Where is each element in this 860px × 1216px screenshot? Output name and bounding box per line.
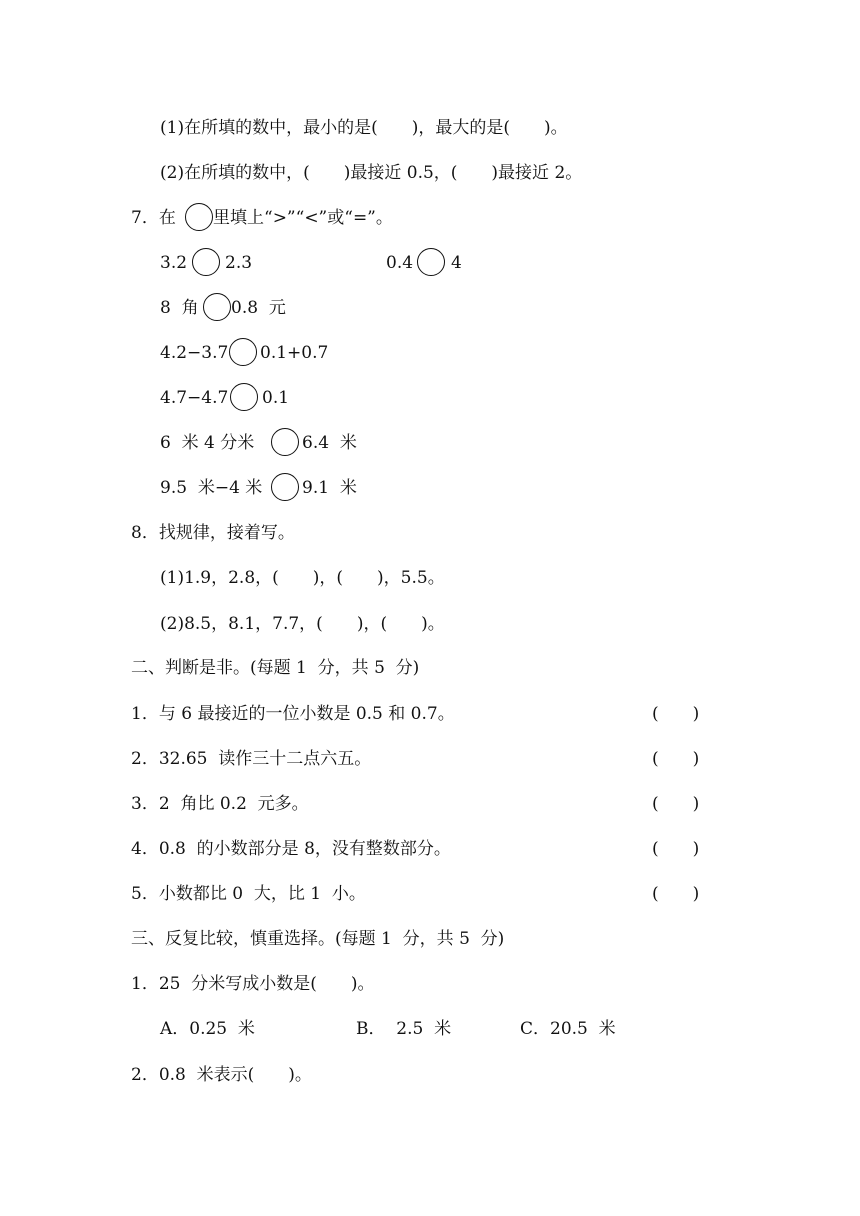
q6-sub2: (2)在所填的数中，( )最接近 0.5，( )最接近 2。 xyxy=(160,163,583,183)
judge-item-2: 2．32.65 读作三十二点六五。 xyxy=(131,749,372,769)
q7-item5-right: 0.1 xyxy=(262,388,290,408)
q7-item2-left: 0.4 xyxy=(386,253,414,273)
q7-item2-right: 4 xyxy=(451,253,462,273)
q8-sub2: (2)8.5，8.1，7.7，( )，( )。 xyxy=(160,614,445,634)
compare-circle[interactable] xyxy=(271,473,299,501)
q6-sub1: (1)在所填的数中，最小的是( )，最大的是( )。 xyxy=(160,118,568,138)
q7-item6-left: 6 米 4 分米 xyxy=(160,433,255,453)
compare-circle[interactable] xyxy=(229,338,257,366)
q7-item4-right: 0.1+0.7 xyxy=(260,343,329,363)
judge-item-4: 4．0.8 的小数部分是 8，没有整数部分。 xyxy=(131,839,451,859)
judge-bracket-5[interactable]: ( ) xyxy=(652,884,700,904)
q7-item5-left: 4.7−4.7 xyxy=(160,388,229,408)
choice-q1-option-c[interactable]: C．20.5 米 xyxy=(520,1019,616,1039)
judge-bracket-4[interactable]: ( ) xyxy=(652,839,700,859)
section3-title: 三、反复比较，慎重选择。(每题 1 分，共 5 分) xyxy=(131,929,505,949)
q7-item1-right: 2.3 xyxy=(225,253,253,273)
judge-bracket-1[interactable]: ( ) xyxy=(652,704,700,724)
judge-bracket-3[interactable]: ( ) xyxy=(652,794,700,814)
q7-item1-left: 3.2 xyxy=(160,253,188,273)
judge-item-1: 1．与 6 最接近的一位小数是 0.5 和 0.7。 xyxy=(131,704,455,724)
judge-bracket-2[interactable]: ( ) xyxy=(652,749,700,769)
q7-item4-left: 4.2−3.7 xyxy=(160,343,229,363)
compare-circle[interactable] xyxy=(417,248,445,276)
choice-q2: 2．0.8 米表示( )。 xyxy=(131,1065,312,1085)
q7-item7-left: 9.5 米−4 米 xyxy=(160,478,263,498)
q8-sub1: (1)1.9，2.8，( )，( )，5.5。 xyxy=(160,568,445,588)
compare-circle[interactable] xyxy=(203,293,231,321)
compare-circle[interactable] xyxy=(230,383,258,411)
q7-item3-right: 0.8 元 xyxy=(231,298,286,318)
circle-symbol-icon xyxy=(185,203,213,231)
q7-item6-right: 6.4 米 xyxy=(302,433,357,453)
q7-item3-left: 8 角 xyxy=(160,298,199,318)
section2-title: 二、判断是非。(每题 1 分，共 5 分) xyxy=(131,658,420,678)
compare-circle[interactable] xyxy=(192,248,220,276)
judge-item-5: 5．小数都比 0 大，比 1 小。 xyxy=(131,884,366,904)
judge-item-3: 3．2 角比 0.2 元多。 xyxy=(131,794,309,814)
compare-circle[interactable] xyxy=(271,428,299,456)
q7-item7-right: 9.1 米 xyxy=(302,478,357,498)
choice-q1-option-a[interactable]: A．0.25 米 xyxy=(160,1019,255,1039)
choice-q1-option-b[interactable]: B． 2.5 米 xyxy=(356,1019,452,1039)
q8-title: 8．找规律，接着写。 xyxy=(131,523,295,543)
q7-prompt-before: 7．在 xyxy=(131,208,176,228)
q7-prompt-after: 里填上“>”“<”或“=”。 xyxy=(213,208,393,228)
choice-q1: 1．25 分米写成小数是( )。 xyxy=(131,974,375,994)
